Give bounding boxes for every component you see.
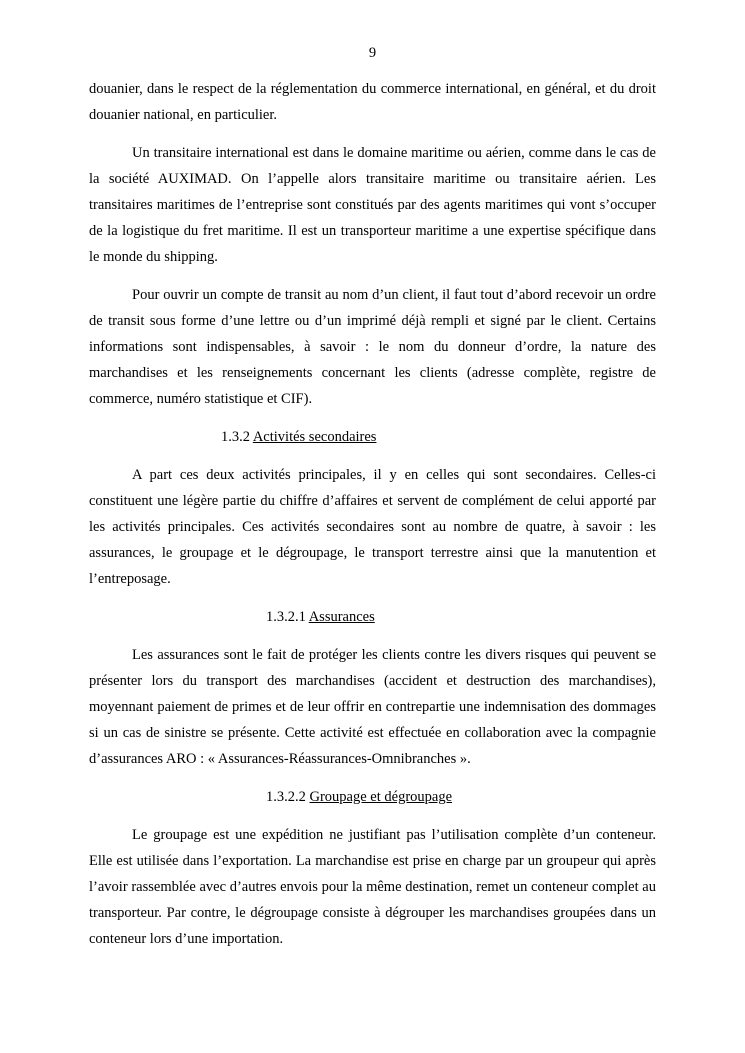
paragraph-groupage: Le groupage est une expédition ne justifiant pas l’utilisation complète d’un conteneur. Elle est utilisée dans l’exportation. La marchandise est prise en charge par un groupeur qui après l’avoir rassemblée avec d’autres envois pour la même destination, remet un conteneur complet au transporteur. Par contre, le dégroupage consiste à dégrouper les marchandises groupées dans un conteneur lors d’une importation. — [89, 827, 656, 947]
paragraph-transitaire-international: Un transitaire international est dans le domaine maritime ou aérien, comme dans le cas de la société AUXIMAD. On l’appelle alors transitaire maritime ou transitaire aérien. Les transitaires maritimes de l’entreprise sont constitués par des agents maritimes qui vont s’occuper de la logistique du fret maritime. Il est un transporteur maritime a une expertise spécifique dans le monde du shipping. — [89, 145, 656, 265]
section-title: Activités secondaires — [252, 429, 377, 445]
section-title: Groupage et dégroupage — [309, 789, 453, 805]
paragraph-compte-de-transit: Pour ouvrir un compte de transit au nom d’un client, il faut tout d’abord recevoir un ordre de transit sous forme d’une lettre ou d’un imprimé déjà rempli et signé par le client. Certains informations sont indispensables, à savoir : le nom du donneur d’ordre, la nature des marchandises et les renseignements concernant les clients (adresse complète, registre de commerce, numéro statistique et CIF). — [89, 287, 656, 407]
section-number: 1.3.2.1 — [266, 609, 306, 625]
section-heading-activites-secondaires — [89, 424, 656, 450]
paragraph-assurances: Les assurances sont le fait de protéger les clients contre les divers risques qui peuvent se présenter lors du transport des marchandises (accident et destruction des marchandises), moyennant paiement de primes et de leur offrir en contrepartie une indemnisation des dommages si un cas de sinistre se présente. Cette activité est effectuée en collaboration avec la compagnie d’assurances ARO : « Assurances-Réassurances-Omnibranches ». — [89, 647, 656, 767]
paragraph-douanier-continuation: douanier, dans le respect de la réglementation du commerce international, en général, et du droit douanier national, en particulier. — [89, 81, 656, 123]
page-number: 9 — [368, 45, 377, 61]
paragraph-activites-secondaires: A part ces deux activités principales, il y en celles qui sont secondaires. Celles-ci constituent une légère partie du chiffre d’affaires et servent de complément de celui apporté par les activités principales. Ces activités secondaires sont au nombre de quatre, à savoir : les assurances, le groupage et le dégroupage, le transport terrestre ainsi que la manutention et l’entreposage. — [89, 467, 656, 587]
section-heading-groupage-degroupage — [89, 784, 656, 810]
section-heading-assurances — [89, 604, 656, 630]
section-title: Assurances — [308, 609, 375, 625]
page-content — [89, 76, 656, 952]
section-number: 1.3.2 — [221, 429, 250, 445]
section-number: 1.3.2.2 — [266, 789, 306, 805]
